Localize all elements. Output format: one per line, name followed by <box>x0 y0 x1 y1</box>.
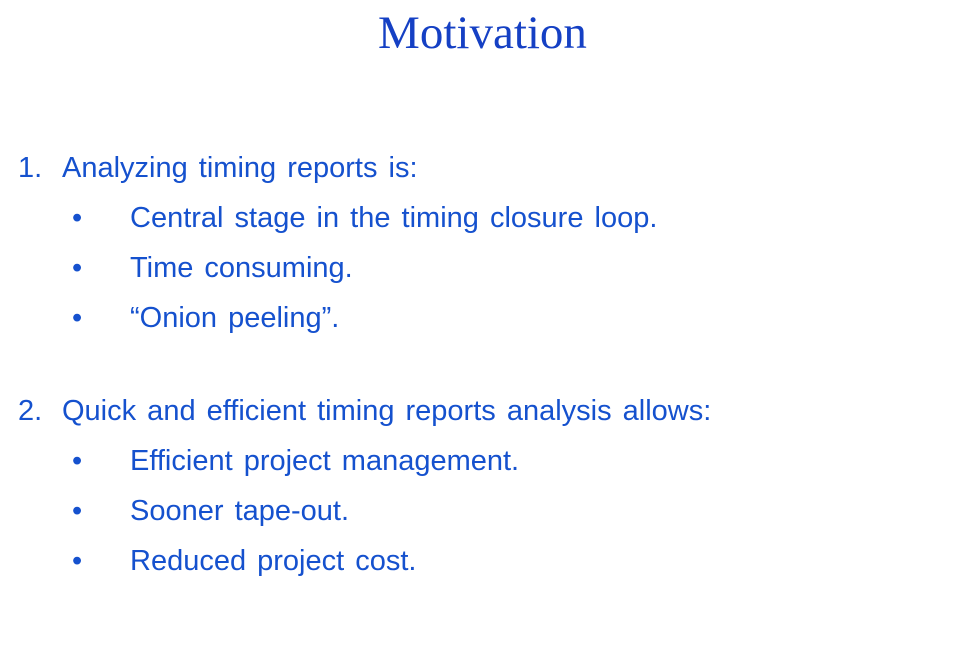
bullet-icon: • <box>72 445 83 477</box>
slide-title: Motivation <box>378 7 587 59</box>
numbered-heading-2 <box>0 386 965 436</box>
list-item <box>70 486 965 536</box>
bullet-text: Sooner tape-out. <box>130 495 350 527</box>
item-number: 2. <box>18 395 43 427</box>
bullet-list-2 <box>0 436 965 586</box>
list-item <box>70 436 965 486</box>
bullet-text: Reduced project cost. <box>130 545 417 577</box>
bullet-icon: • <box>72 495 83 527</box>
bullet-icon: • <box>72 202 83 234</box>
bullet-icon: • <box>72 545 83 577</box>
item-number: 1. <box>18 152 43 184</box>
heading-text: Analyzing timing reports is: <box>62 152 418 184</box>
numbered-group-1 <box>0 143 965 343</box>
list-item <box>70 243 965 293</box>
numbered-group-2 <box>0 386 965 586</box>
bullet-list-1 <box>0 193 965 343</box>
bullet-text: Central stage in the timing closure loop. <box>130 202 658 234</box>
bullet-text: Time consuming. <box>130 252 353 284</box>
list-item <box>70 193 965 243</box>
bullet-text: “Onion peeling”. <box>130 302 340 334</box>
numbered-heading-1 <box>0 143 965 193</box>
heading-text: Quick and efficient timing reports analysis allows: <box>62 395 712 427</box>
list-item <box>70 293 965 343</box>
bullet-icon: • <box>72 252 83 284</box>
slide-body <box>0 143 965 586</box>
bullet-icon: • <box>72 302 83 334</box>
list-item <box>70 536 965 586</box>
bullet-text: Efficient project management. <box>130 445 520 477</box>
